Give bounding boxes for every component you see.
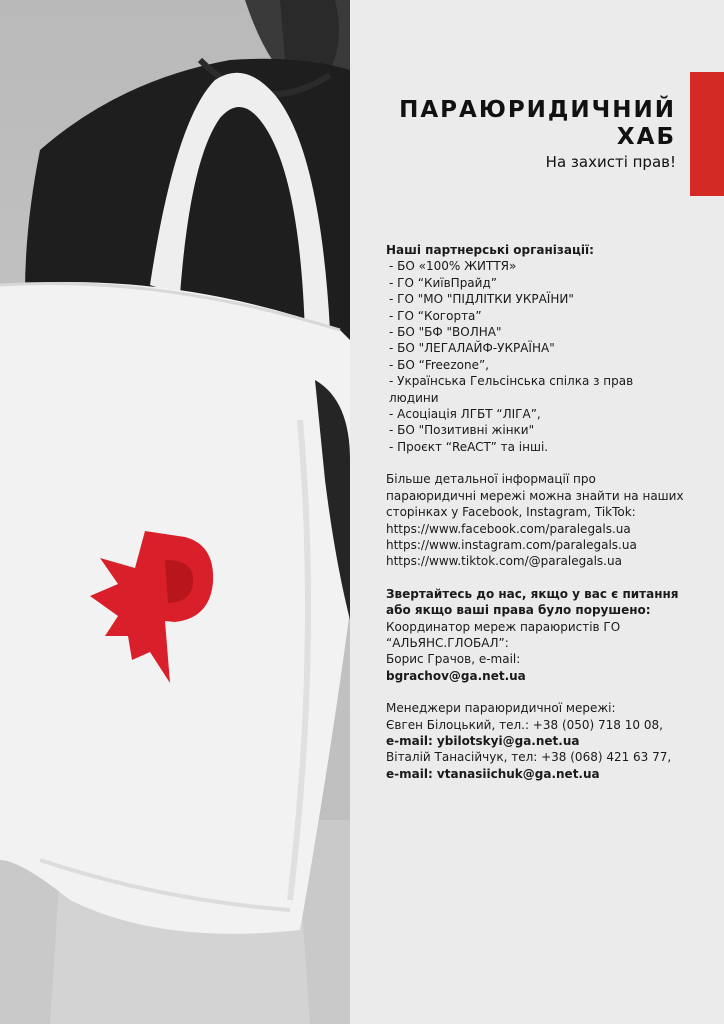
facebook-link[interactable]: https://www.facebook.com/paralegals.ua — [386, 521, 631, 536]
manager-1-contact: Євген Білоцький, тел.: +38 (050) 718 10 08, — [386, 717, 663, 732]
list-item: - ГО “КиївПрайд” — [389, 275, 497, 290]
more-info-text: Більше детальної інформації про параюридичні мережі можна знайти на наших сторінках у Facebook, Instagram, TikTok: — [386, 472, 684, 520]
manager-1-email[interactable]: e-mail: ybilotskyi@ga.net.ua — [386, 733, 580, 748]
list-item: - ГО "МО "ПІДЛІТКИ УКРАЇНИ" — [389, 292, 574, 307]
coordinator-email[interactable]: bgrachov@ga.net.ua — [386, 668, 526, 683]
hero-photo — [0, 0, 350, 1024]
partners-list — [386, 258, 686, 455]
page-subtitle: На захисті прав! — [545, 153, 676, 171]
content-column — [386, 242, 686, 782]
title-line-1: ПАРАЮРИДИЧНИЙ — [399, 97, 676, 123]
tote-bag-illustration — [0, 0, 350, 1024]
title-line-2: ХАБ — [616, 124, 676, 150]
coordinator-text: Координатор мереж параюристів ГО “АЛЬЯНС.ГЛОБАЛ”: — [386, 619, 621, 650]
managers-heading: Менеджери параюридичної мережі: — [386, 701, 616, 716]
list-item: - Українська Гельсінська спілка з прав людини — [389, 374, 634, 405]
list-item: - Асоціація ЛГБТ “ЛІГА”, — [389, 407, 541, 422]
list-item: - БО “Freezone”, — [389, 357, 489, 372]
tiktok-link[interactable]: https://www.tiktok.com/@paralegals.ua — [386, 554, 622, 569]
page-title — [399, 97, 676, 151]
manager-2-contact: Віталій Танасійчук, тел: +38 (068) 421 63 77, — [386, 750, 672, 765]
list-item: - Проєкт “ReACT” та інші. — [389, 439, 549, 454]
list-item: - БО "БФ "ВОЛНА" — [389, 325, 502, 340]
coordinator-name: Борис Грачов, e-mail: — [386, 652, 521, 667]
list-item: - БО «100% ЖИТТЯ» — [389, 259, 517, 274]
contact-heading: Звертайтесь до нас, якщо у вас є питання або якщо ваші права було порушено: — [386, 586, 679, 618]
list-item: - БО "ЛЕГАЛАЙФ-УКРАЇНА" — [389, 341, 555, 356]
list-item: - ГО “Когорта” — [389, 308, 482, 323]
manager-2-email[interactable]: e-mail: vtanasiichuk@ga.net.ua — [386, 766, 600, 781]
list-item: - БО "Позитивні жінки" — [389, 423, 535, 438]
partners-heading: Наші партнерські організації: — [386, 243, 594, 257]
accent-bar — [690, 72, 724, 196]
instagram-link[interactable]: https://www.instagram.com/paralegals.ua — [386, 537, 637, 552]
